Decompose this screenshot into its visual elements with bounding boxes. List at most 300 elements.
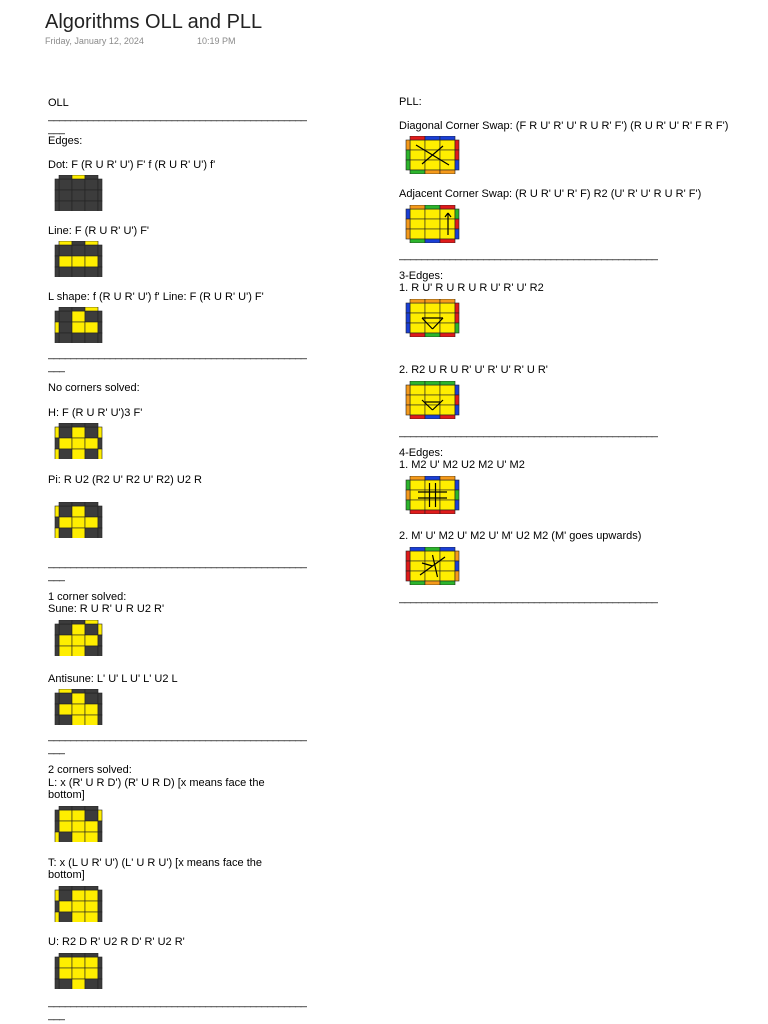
side-sticker: [98, 635, 102, 646]
side-sticker: [455, 150, 459, 160]
four-edges-algorithm-1: 1. M2 U' M2 U2 M2 U' M2: [399, 459, 525, 471]
side-sticker: [406, 405, 410, 415]
side-sticker: [98, 646, 102, 656]
face-sticker: [72, 517, 85, 528]
face-sticker: [59, 901, 72, 912]
side-sticker: [72, 502, 85, 506]
one-corner-heading: 1 corner solved:: [48, 591, 127, 603]
face-sticker: [85, 890, 98, 901]
side-sticker: [85, 886, 98, 890]
face-sticker: [425, 229, 440, 239]
page-time: 10:19 PM: [197, 36, 236, 46]
side-sticker: [440, 239, 455, 243]
oll-line-diagram: [54, 241, 108, 277]
face-sticker: [59, 693, 72, 704]
side-sticker: [55, 901, 59, 912]
face-sticker: [72, 190, 85, 201]
side-sticker: [98, 190, 102, 201]
side-sticker: [98, 957, 102, 968]
face-sticker: [72, 810, 85, 821]
side-sticker: [425, 381, 440, 385]
side-sticker: [98, 267, 102, 277]
side-sticker: [410, 510, 425, 514]
side-sticker: [85, 241, 98, 245]
diagonal-swap-algorithm: Diagonal Corner Swap: (F R U' R' U' R U R' F') (R U R' U' R' F R F'): [399, 120, 729, 132]
side-sticker: [55, 438, 59, 449]
oll-t-case-diagram: [54, 886, 108, 922]
pi-algorithm: Pi: R U2 (R2 U' R2 U' R2) U2 R: [48, 474, 202, 486]
face-sticker: [72, 957, 85, 968]
face-sticker: [85, 979, 98, 989]
side-sticker: [59, 620, 72, 624]
side-sticker: [440, 510, 455, 514]
side-sticker: [55, 245, 59, 256]
side-sticker: [98, 245, 102, 256]
separator: ______________________________________________: [48, 996, 307, 1008]
side-sticker: [72, 241, 85, 245]
face-sticker: [85, 635, 98, 646]
side-sticker: [55, 635, 59, 646]
side-sticker: [55, 333, 59, 343]
side-sticker: [410, 415, 425, 419]
face-sticker: [85, 427, 98, 438]
oll-u-case-diagram: [54, 953, 108, 989]
no-corners-heading: No corners solved:: [48, 382, 140, 394]
face-sticker: [85, 832, 98, 842]
face-sticker: [410, 303, 425, 313]
face-sticker: [72, 901, 85, 912]
side-sticker: [410, 381, 425, 385]
face-sticker: [425, 395, 440, 405]
side-sticker: [72, 806, 85, 810]
side-sticker: [98, 179, 102, 190]
separator: ______________________________________________: [48, 110, 307, 122]
face-sticker: [425, 500, 440, 510]
face-sticker: [72, 968, 85, 979]
face-sticker: [410, 160, 425, 170]
side-sticker: [406, 219, 410, 229]
face-sticker: [72, 256, 85, 267]
face-sticker: [85, 704, 98, 715]
face-sticker: [85, 245, 98, 256]
side-sticker: [440, 381, 455, 385]
side-sticker: [455, 385, 459, 395]
face-sticker: [85, 438, 98, 449]
side-sticker: [72, 307, 85, 311]
side-sticker: [425, 333, 440, 337]
side-sticker: [440, 299, 455, 303]
face-sticker: [85, 322, 98, 333]
side-sticker: [440, 415, 455, 419]
side-sticker: [98, 517, 102, 528]
side-sticker: [406, 140, 410, 150]
side-sticker: [98, 624, 102, 635]
face-sticker: [85, 311, 98, 322]
oll-antisune-diagram: [54, 689, 108, 725]
side-sticker: [455, 405, 459, 415]
side-sticker: [98, 968, 102, 979]
side-sticker: [440, 581, 455, 585]
side-sticker: [440, 333, 455, 337]
side-sticker: [55, 528, 59, 538]
side-sticker: [410, 333, 425, 337]
side-sticker: [410, 205, 425, 209]
three-edges-algorithm-1: 1. R U' R U R U R U' R' U' R2: [399, 282, 544, 294]
face-sticker: [59, 715, 72, 725]
side-sticker: [98, 322, 102, 333]
face-sticker: [59, 322, 72, 333]
side-sticker: [406, 229, 410, 239]
two-corners-heading: 2 corners solved:: [48, 764, 132, 776]
face-sticker: [72, 715, 85, 725]
side-sticker: [406, 571, 410, 581]
side-sticker: [59, 307, 72, 311]
face-sticker: [59, 517, 72, 528]
h-algorithm: H: F (R U R' U')3 F': [48, 407, 143, 419]
face-sticker: [72, 693, 85, 704]
side-sticker: [425, 170, 440, 174]
side-sticker: [455, 561, 459, 571]
dot-algorithm: Dot: F (R U R' U') F' f (R U R' U') f': [48, 159, 216, 171]
face-sticker: [410, 551, 425, 561]
face-sticker: [72, 979, 85, 989]
side-sticker: [72, 886, 85, 890]
face-sticker: [59, 438, 72, 449]
side-sticker: [59, 953, 72, 957]
side-sticker: [98, 506, 102, 517]
side-sticker: [440, 547, 455, 551]
side-sticker: [406, 209, 410, 219]
face-sticker: [72, 832, 85, 842]
side-sticker: [85, 806, 98, 810]
side-sticker: [455, 490, 459, 500]
t-case-algorithm-cont: bottom]: [48, 869, 85, 881]
face-sticker: [410, 405, 425, 415]
separator: ______________________________________________: [399, 426, 658, 438]
face-sticker: [425, 323, 440, 333]
face-sticker: [85, 201, 98, 211]
side-sticker: [440, 136, 455, 140]
face-sticker: [440, 323, 455, 333]
side-sticker: [425, 136, 440, 140]
side-sticker: [98, 715, 102, 725]
face-sticker: [85, 646, 98, 656]
side-sticker: [72, 620, 85, 624]
side-sticker: [406, 480, 410, 490]
side-sticker: [98, 704, 102, 715]
face-sticker: [59, 890, 72, 901]
sune-algorithm: Sune: R U R' U R U2 R': [48, 603, 165, 615]
side-sticker: [55, 646, 59, 656]
face-sticker: [59, 646, 72, 656]
face-sticker: [440, 140, 455, 150]
face-sticker: [85, 190, 98, 201]
oll-h-diagram: [54, 423, 108, 459]
oll-pi-diagram: [54, 502, 108, 538]
face-sticker: [425, 140, 440, 150]
side-sticker: [455, 229, 459, 239]
side-sticker: [59, 886, 72, 890]
side-sticker: [440, 476, 455, 480]
face-sticker: [85, 693, 98, 704]
face-sticker: [85, 267, 98, 277]
side-sticker: [406, 385, 410, 395]
side-sticker: [72, 175, 85, 179]
side-sticker: [406, 303, 410, 313]
oll-l-case-diagram: [54, 806, 108, 842]
face-sticker: [425, 303, 440, 313]
side-sticker: [406, 551, 410, 561]
side-sticker: [406, 313, 410, 323]
separator: ______________________________________________: [48, 348, 307, 360]
separator-tail: ___: [48, 361, 65, 373]
face-sticker: [59, 311, 72, 322]
face-sticker: [72, 528, 85, 538]
separator-tail: ___: [48, 1009, 65, 1021]
separator: ______________________________________________: [48, 557, 307, 569]
face-sticker: [85, 517, 98, 528]
side-sticker: [98, 901, 102, 912]
face-sticker: [72, 646, 85, 656]
separator: ______________________________________________: [48, 730, 307, 742]
three-edges-heading: 3-Edges:: [399, 270, 444, 282]
face-sticker: [85, 968, 98, 979]
face-sticker: [85, 810, 98, 821]
side-sticker: [85, 689, 98, 693]
side-sticker: [72, 423, 85, 427]
side-sticker: [55, 267, 59, 277]
side-sticker: [59, 241, 72, 245]
face-sticker: [72, 311, 85, 322]
side-sticker: [98, 256, 102, 267]
face-sticker: [440, 480, 455, 490]
l-shape-algorithm: L shape: f (R U R' U') f' Line: F (R U R' U') F': [48, 291, 264, 303]
face-sticker: [440, 500, 455, 510]
face-sticker: [440, 303, 455, 313]
face-sticker: [85, 256, 98, 267]
side-sticker: [455, 209, 459, 219]
face-sticker: [59, 506, 72, 517]
side-sticker: [455, 571, 459, 581]
face-sticker: [72, 333, 85, 343]
face-sticker: [410, 480, 425, 490]
separator: ______________________________________________: [399, 592, 658, 604]
side-sticker: [55, 693, 59, 704]
side-sticker: [98, 201, 102, 211]
edges-heading: Edges:: [48, 135, 83, 147]
page-date: Friday, January 12, 2024: [45, 36, 144, 46]
side-sticker: [85, 175, 98, 179]
side-sticker: [455, 323, 459, 333]
face-sticker: [72, 821, 85, 832]
face-sticker: [72, 890, 85, 901]
face-sticker: [59, 190, 72, 201]
l-case-algorithm-cont: bottom]: [48, 789, 85, 801]
face-sticker: [425, 209, 440, 219]
side-sticker: [59, 423, 72, 427]
face-sticker: [59, 256, 72, 267]
face-sticker: [85, 821, 98, 832]
face-sticker: [59, 912, 72, 922]
side-sticker: [455, 303, 459, 313]
side-sticker: [98, 912, 102, 922]
side-sticker: [455, 551, 459, 561]
side-sticker: [410, 581, 425, 585]
side-sticker: [98, 438, 102, 449]
side-sticker: [72, 689, 85, 693]
side-sticker: [85, 953, 98, 957]
side-sticker: [85, 307, 98, 311]
face-sticker: [410, 209, 425, 219]
side-sticker: [98, 832, 102, 842]
side-sticker: [55, 201, 59, 211]
side-sticker: [455, 480, 459, 490]
side-sticker: [455, 500, 459, 510]
side-sticker: [425, 510, 440, 514]
face-sticker: [425, 160, 440, 170]
side-sticker: [455, 313, 459, 323]
side-sticker: [55, 190, 59, 201]
side-sticker: [55, 810, 59, 821]
side-sticker: [85, 502, 98, 506]
face-sticker: [85, 528, 98, 538]
side-sticker: [55, 957, 59, 968]
pll-four-edges-2-diagram: [405, 547, 467, 585]
face-sticker: [59, 179, 72, 190]
face-sticker: [85, 179, 98, 190]
side-sticker: [410, 476, 425, 480]
side-sticker: [55, 179, 59, 190]
face-sticker: [59, 427, 72, 438]
face-sticker: [59, 245, 72, 256]
side-sticker: [55, 427, 59, 438]
face-sticker: [85, 333, 98, 343]
face-sticker: [410, 219, 425, 229]
side-sticker: [59, 806, 72, 810]
face-sticker: [72, 506, 85, 517]
side-sticker: [425, 476, 440, 480]
l-case-algorithm: L: x (R' U R D') (R' U R D) [x means face the: [48, 777, 265, 789]
face-sticker: [85, 506, 98, 517]
side-sticker: [55, 968, 59, 979]
pll-three-edges-2-diagram: [405, 381, 467, 419]
face-sticker: [72, 267, 85, 277]
side-sticker: [425, 205, 440, 209]
face-sticker: [72, 635, 85, 646]
side-sticker: [98, 979, 102, 989]
page-title: Algorithms OLL and PLL: [45, 11, 263, 33]
side-sticker: [455, 395, 459, 405]
side-sticker: [406, 561, 410, 571]
side-sticker: [425, 581, 440, 585]
pll-heading: PLL:: [399, 96, 422, 108]
face-sticker: [72, 704, 85, 715]
face-sticker: [410, 150, 425, 160]
side-sticker: [425, 239, 440, 243]
face-sticker: [85, 912, 98, 922]
face-sticker: [59, 704, 72, 715]
face-sticker: [72, 624, 85, 635]
three-edges-algorithm-2: 2. R2 U R U R' U' R' U' R' U R': [399, 364, 548, 376]
side-sticker: [55, 979, 59, 989]
face-sticker: [72, 322, 85, 333]
side-sticker: [98, 821, 102, 832]
side-sticker: [55, 624, 59, 635]
side-sticker: [55, 821, 59, 832]
side-sticker: [406, 490, 410, 500]
face-sticker: [72, 438, 85, 449]
face-sticker: [410, 229, 425, 239]
separator-tail: ___: [48, 743, 65, 755]
side-sticker: [55, 715, 59, 725]
side-sticker: [406, 160, 410, 170]
side-sticker: [55, 256, 59, 267]
side-sticker: [406, 500, 410, 510]
side-sticker: [59, 502, 72, 506]
side-sticker: [98, 528, 102, 538]
face-sticker: [440, 385, 455, 395]
side-sticker: [55, 449, 59, 459]
side-sticker: [455, 219, 459, 229]
face-sticker: [72, 201, 85, 211]
side-sticker: [98, 890, 102, 901]
side-sticker: [55, 832, 59, 842]
face-sticker: [59, 333, 72, 343]
face-sticker: [85, 449, 98, 459]
face-sticker: [59, 528, 72, 538]
face-sticker: [410, 561, 425, 571]
side-sticker: [98, 810, 102, 821]
four-edges-algorithm-2: 2. M' U' M2 U' M2 U' M' U2 M2 (M' goes upwards): [399, 530, 642, 542]
side-sticker: [455, 160, 459, 170]
side-sticker: [98, 427, 102, 438]
face-sticker: [85, 715, 98, 725]
u-case-algorithm: U: R2 D R' U2 R D' R' U2 R': [48, 936, 185, 948]
side-sticker: [98, 333, 102, 343]
face-sticker: [440, 571, 455, 581]
side-sticker: [98, 311, 102, 322]
face-sticker: [410, 500, 425, 510]
pll-four-edges-1-diagram: [405, 476, 467, 514]
side-sticker: [425, 415, 440, 419]
side-sticker: [406, 395, 410, 405]
face-sticker: [59, 624, 72, 635]
face-sticker: [440, 561, 455, 571]
side-sticker: [455, 140, 459, 150]
side-sticker: [55, 506, 59, 517]
face-sticker: [72, 912, 85, 922]
pll-adjacent-diagram: [405, 205, 467, 243]
side-sticker: [55, 517, 59, 528]
side-sticker: [410, 170, 425, 174]
face-sticker: [59, 957, 72, 968]
side-sticker: [85, 620, 98, 624]
side-sticker: [98, 449, 102, 459]
face-sticker: [59, 635, 72, 646]
face-sticker: [59, 267, 72, 277]
face-sticker: [59, 449, 72, 459]
oll-sune-diagram: [54, 620, 108, 656]
face-sticker: [59, 810, 72, 821]
separator: ______________________________________________: [399, 249, 658, 261]
face-sticker: [410, 385, 425, 395]
side-sticker: [72, 953, 85, 957]
side-sticker: [406, 150, 410, 160]
side-sticker: [98, 693, 102, 704]
face-sticker: [59, 968, 72, 979]
side-sticker: [55, 890, 59, 901]
face-sticker: [72, 245, 85, 256]
